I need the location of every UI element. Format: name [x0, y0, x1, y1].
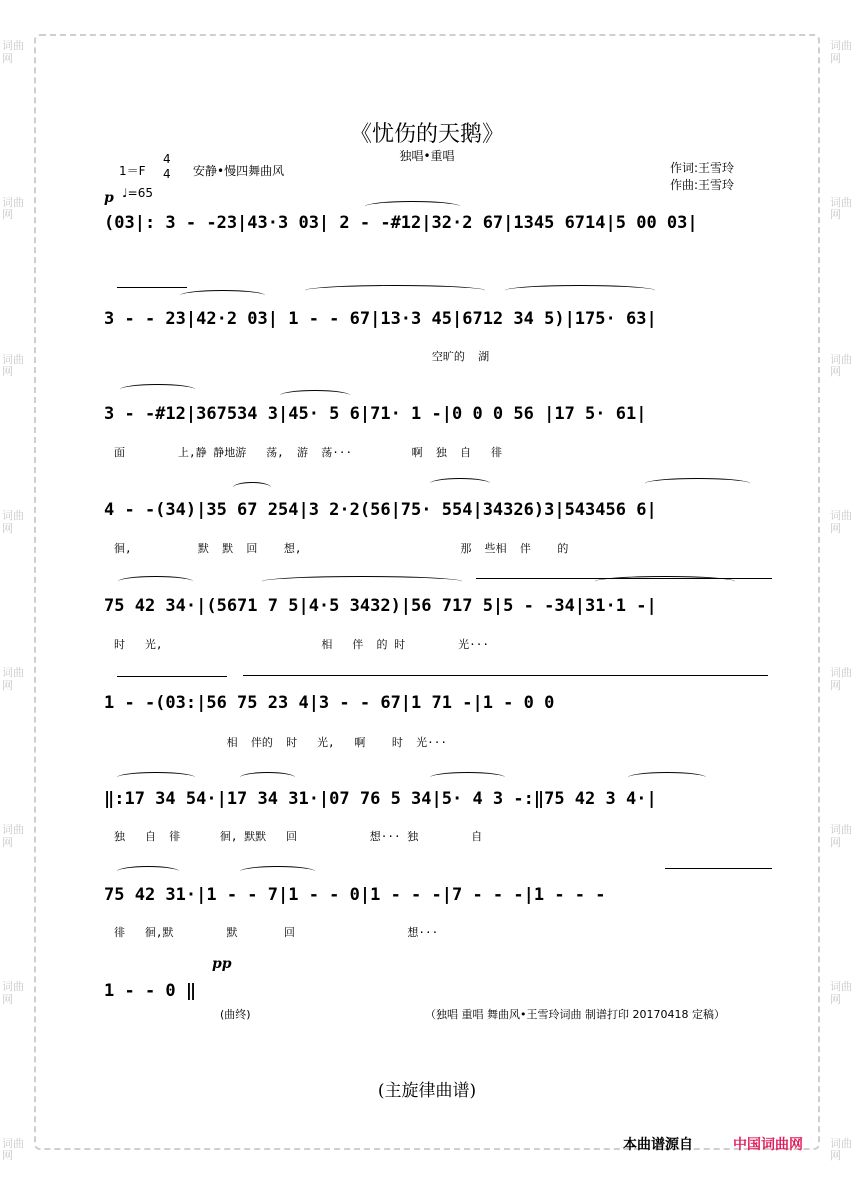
score-subtitle: 独唱•重唱: [399, 149, 455, 163]
lyric-line-6: 相 伴的 时 光, 啊 时 光···: [114, 736, 448, 749]
slur: [117, 772, 195, 783]
watermark-text: 词曲网: [830, 1136, 852, 1163]
watermark-mark: [830, 1138, 852, 1163]
watermark-mark: [830, 667, 852, 692]
slur: [280, 390, 350, 401]
tie-line: [117, 676, 227, 677]
brand-link[interactable]: 中国词曲网: [733, 1137, 803, 1153]
watermark-mark: [2, 40, 24, 65]
watermark-mark: [2, 824, 24, 849]
score-title: 《忧伤的天鹅》: [349, 122, 504, 147]
watermark-mark: [830, 510, 852, 535]
watermark-text: 词曲网: [830, 195, 852, 222]
slur: [233, 482, 271, 493]
music-line-2: 3 - - 23|42·2 03| 1 - - 67|13·3 45|6712 34 5)|175· 63|: [104, 309, 657, 329]
credits: [670, 160, 734, 194]
lyric-line-8: 徘 徊,默 默 回 想···: [114, 926, 439, 939]
dynamic-start: p: [104, 190, 114, 206]
tie-line: [117, 287, 187, 288]
meter-top: 4: [163, 152, 171, 166]
slur: [240, 866, 315, 877]
watermark-mark: [830, 354, 852, 379]
music-line-8: 75 42 31·|1 - - 7|1 - - 0|1 - - -|7 - - -|1 - - -: [104, 885, 606, 905]
watermark-mark: [2, 354, 24, 379]
watermark-left: [2, 40, 24, 1163]
watermark-text: 词曲网: [2, 666, 24, 692]
time-signature: [163, 152, 171, 182]
tempo-mark: ♩=65: [122, 186, 153, 200]
music-line-4: 4 - -(34)|35 67 254|3 2·2(56|75· 554|34326)3|543456 6|: [104, 500, 657, 520]
key-signature: 1＝F: [119, 164, 146, 178]
watermark-mark: [830, 40, 852, 65]
watermark-text: 词曲网: [830, 509, 852, 536]
lyric-line-4: 徊, 默 默 回 想, 那 些相 伴 的: [114, 542, 569, 555]
watermark-text: 词曲网: [2, 509, 24, 536]
slur: [628, 772, 706, 783]
tie-line: [665, 868, 772, 869]
slur: [240, 772, 295, 783]
music-line-3: 3 - -#12|367534 3|45· 5 6|71· 1 -|0 0 0 56 |17 5· 61|: [104, 404, 647, 424]
slur: [180, 290, 265, 301]
watermark-text: 词曲网: [830, 352, 852, 379]
watermark-text: 词曲网: [2, 39, 24, 65]
watermark-mark: [830, 824, 852, 849]
slur: [505, 285, 655, 296]
slur: [365, 201, 460, 212]
volta-1-line: [476, 578, 772, 579]
watermark-text: 词曲网: [2, 1136, 24, 1163]
dynamic-end: pp: [212, 956, 232, 972]
lyric-line-5: 时 光, 相 伴 的 时 光···: [114, 638, 490, 651]
watermark-text: 词曲网: [2, 352, 24, 379]
footnote: （独唱 重唱 舞曲风•王雪玲词曲 制谱打印 20170418 定稿）: [425, 1008, 725, 1021]
watermark-mark: [2, 667, 24, 692]
watermark-mark: [830, 197, 852, 222]
slur: [117, 866, 179, 877]
watermark-text: 词曲网: [2, 823, 24, 849]
music-line-1: (03|: 3 - -23|43·3 03| 2 - -#12|32·2 67|1345 6714|5 00 03|: [104, 213, 698, 233]
watermark-text: 词曲网: [830, 979, 852, 1006]
slur: [305, 285, 485, 296]
lyric-line-7: 独 自 徘 徊, 默默 回 想··· 独 自: [114, 830, 483, 843]
slur: [120, 384, 195, 395]
lyricist: 作词:王雪玲: [670, 161, 735, 175]
end-mark: (曲终): [220, 1008, 251, 1021]
slur: [262, 576, 462, 587]
music-line-7: ‖:17 34 54·|17 34 31·|07 76 5 34|5· 4 3 -:‖75 42 3 4·|: [104, 789, 657, 809]
watermark-text: 词曲网: [830, 39, 852, 65]
watermark-mark: [2, 981, 24, 1006]
music-line-9: 1 - - 0 ‖: [104, 981, 197, 1001]
watermark-text: 词曲网: [2, 979, 24, 1006]
watermark-text: 词曲网: [830, 823, 852, 849]
watermark-text: 词曲网: [830, 666, 852, 692]
volta-2-line: [243, 675, 768, 676]
watermark-mark: [2, 510, 24, 535]
slur: [430, 478, 490, 489]
slur: [430, 772, 505, 783]
main-caption: (主旋律曲谱): [377, 1081, 477, 1101]
music-line-6: 1 - -(03:|56 75 23 4|3 - - 67|1 71 -|1 - 0 0: [104, 693, 555, 713]
source-label: 本曲谱源自: [623, 1137, 693, 1153]
tempo-style: 安静•慢四舞曲风: [193, 164, 285, 178]
slur: [118, 576, 193, 587]
slur: [645, 478, 750, 489]
watermark-right: [830, 40, 852, 1163]
lyric-line-2: 空旷的 湖: [114, 350, 490, 363]
watermark-mark: [2, 1138, 24, 1163]
watermark-mark: [2, 197, 24, 222]
music-line-5: 75 42 34·|(5671 7 5|4·5 3432)|56 717 5|5 - -34|31·1 -|: [104, 596, 657, 616]
lyric-line-3: 面 上,静 静地游 荡, 游 荡··· 啊 独 自 徘: [114, 446, 503, 459]
watermark-mark: [830, 981, 852, 1006]
composer: 作曲:王雪玲: [670, 177, 735, 192]
meter-bottom: 4: [163, 167, 171, 181]
watermark-text: 词曲网: [2, 195, 24, 222]
